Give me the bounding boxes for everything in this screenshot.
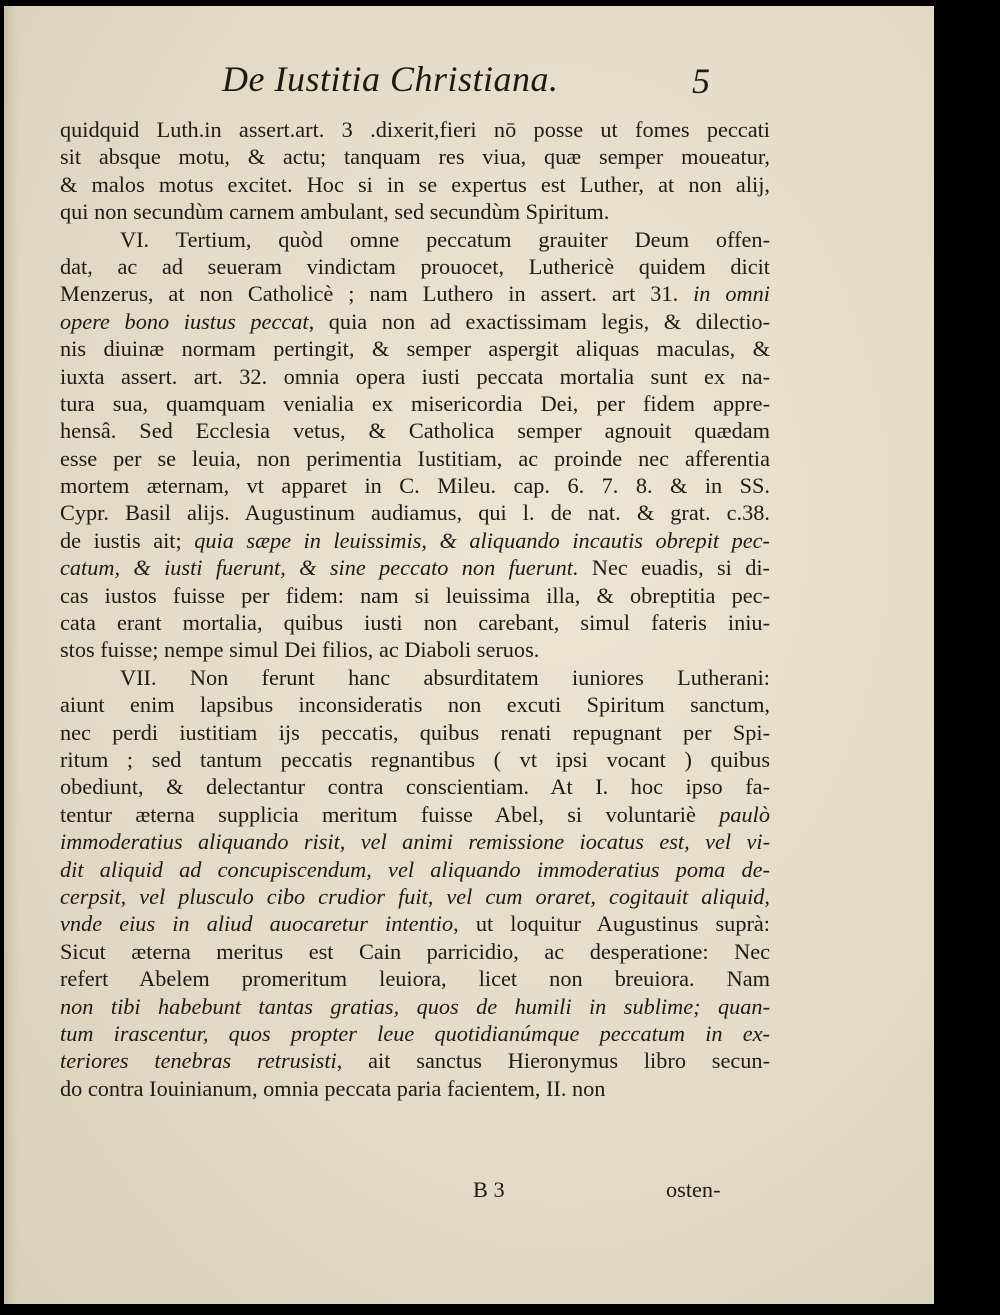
italic-text: opere bono iustus peccat bbox=[60, 308, 309, 334]
italic-text: in omni bbox=[693, 281, 770, 307]
text-run: mortem æternam, vt apparet in C. Mileu. cap. 6. 7. 8. & in SS. bbox=[60, 473, 770, 499]
text-run: stos fuisse; nempe simul Dei filios, ac Diaboli seruos. bbox=[60, 637, 540, 663]
text-run: iuxta assert. art. 32. omnia opera iusti peccata mortalia sunt ex na- bbox=[60, 363, 770, 389]
text-run: qui non secundùm carnem ambulant, sed secundùm Spiritum. bbox=[60, 199, 610, 225]
text-line bbox=[60, 171, 770, 198]
text-run: VI. Tertium, quòd omne peccatum grauiter Deum offen- bbox=[120, 226, 770, 252]
text-line bbox=[60, 965, 770, 992]
italic-text: dit aliquid ad concupiscendum, vel aliquando immoderatius poma de- bbox=[60, 856, 770, 882]
text-line bbox=[60, 390, 770, 417]
text-line bbox=[60, 801, 770, 828]
text-run: do contra Iouinianum, omnia peccata paria facientem, II. non bbox=[60, 1075, 606, 1101]
paragraph bbox=[60, 664, 770, 1102]
text-run: Sicut æterna meritus est Cain parricidio, ac desperatione: Nec bbox=[60, 938, 770, 964]
text-line bbox=[60, 636, 770, 663]
body-text bbox=[60, 116, 770, 1102]
text-run: nis diuinæ normam pertingit, & semper aspergit aliquas maculas, & bbox=[60, 336, 770, 362]
italic-text: non tibi habebunt tantas gratias, quos de humili in sublime; quan- bbox=[60, 993, 770, 1019]
text-run: tura sua, quamquam venialia ex misericordia Dei, per fidem appre- bbox=[60, 390, 770, 416]
text-line bbox=[60, 993, 770, 1020]
text-run: ritum ; sed tantum peccatis regnantibus ( vt ipsi vocant ) quibus bbox=[60, 746, 770, 772]
italic-text: paulò bbox=[719, 801, 770, 827]
catchword: osten- bbox=[666, 1177, 721, 1202]
text-run: nec perdi iustitiam ijs peccatis, quibus renati repugnant per Spi- bbox=[60, 719, 770, 745]
page-header bbox=[4, 58, 934, 118]
text-run: esse per se leuia, non perimentia Iustitiam, ac proinde nec afferentia bbox=[60, 445, 770, 471]
text-run: & malos motus excitet. Hoc si in se expertus est Luther, at non alij, bbox=[60, 171, 770, 197]
italic-text: tum irascentur, quos propter leue quotidianúmque peccatum in ex- bbox=[60, 1020, 770, 1046]
italic-text: teriores tenebras retrusisti bbox=[60, 1048, 337, 1074]
text-run: Menzerus, at non Catholicè ; nam Luthero in assert. art 31. bbox=[60, 281, 694, 307]
text-line bbox=[60, 445, 770, 472]
paragraph bbox=[60, 226, 770, 664]
text-run: de iustis ait; bbox=[60, 527, 195, 553]
page-gutter-shadow bbox=[4, 6, 18, 1304]
text-run: hensâ. Sed Ecclesia vetus, & Catholica semper agnouit quædam bbox=[60, 418, 770, 444]
text-line bbox=[60, 253, 770, 280]
text-run: , ait sanctus Hieronymus libro secun- bbox=[336, 1048, 770, 1074]
text-line bbox=[60, 143, 770, 170]
book-page bbox=[4, 6, 934, 1304]
text-line bbox=[60, 472, 770, 499]
italic-text: vnde eius in aliud auocaretur intentio bbox=[60, 911, 454, 937]
text-run: cas iustos fuisse per fidem: nam si leuissima illa, & obreptitia pec- bbox=[60, 582, 770, 608]
italic-text: immoderatius aliquando risit, vel animi remissione iocatus est, vel vi- bbox=[60, 829, 770, 855]
text-run: sit absque motu, & actu; tanquam res viua, quæ semper moueatur, bbox=[60, 144, 770, 170]
text-line bbox=[60, 335, 770, 362]
text-line bbox=[60, 664, 770, 691]
text-line bbox=[60, 226, 770, 253]
text-line bbox=[60, 1020, 770, 1047]
text-line bbox=[60, 609, 770, 636]
text-run: obediunt, & delectantur contra conscientiam. At I. hoc ipso fa- bbox=[60, 774, 770, 800]
text-run: cata erant mortalia, quibus iusti non carebant, simul fateris iniu- bbox=[60, 610, 770, 636]
text-line bbox=[60, 280, 770, 307]
text-run: Cypr. Basil alijs. Augustinum audiamus, qui l. de nat. & grat. c.38. bbox=[60, 500, 770, 526]
text-line bbox=[60, 554, 770, 581]
text-run: quidquid Luth.in assert.art. 3 .dixerit,fieri nō posse ut fomes peccati bbox=[60, 117, 770, 142]
text-line bbox=[60, 308, 770, 335]
text-line bbox=[60, 691, 770, 718]
text-run: VII. Non ferunt hanc absurditatem iuniores Lutherani: bbox=[120, 664, 770, 690]
text-line bbox=[60, 910, 770, 937]
text-line bbox=[60, 883, 770, 910]
text-line bbox=[60, 938, 770, 965]
text-run: aiunt enim lapsibus inconsideratis non excuti Spiritum sanctum, bbox=[60, 692, 770, 718]
text-line bbox=[60, 746, 770, 773]
text-line bbox=[60, 582, 770, 609]
text-line bbox=[60, 773, 770, 800]
signature-mark: B 3 bbox=[473, 1177, 505, 1202]
text-run: , quia non ad exactissimam legis, & dilectio- bbox=[308, 308, 770, 334]
text-run: tentur æterna supplicia meritum fuisse Abel, si voluntariè bbox=[60, 801, 720, 827]
text-line bbox=[60, 363, 770, 390]
text-line bbox=[60, 499, 770, 526]
text-line bbox=[60, 1075, 770, 1102]
text-run: dat, ac ad seueram vindictam prouocet, Luthericè quidem dicit bbox=[60, 253, 770, 279]
italic-text: cerpsit, vel plusculo cibo crudior fuit, vel cum oraret, cogitauit aliquid, bbox=[60, 883, 770, 909]
text-line bbox=[60, 719, 770, 746]
text-line bbox=[60, 527, 770, 554]
text-line bbox=[60, 116, 770, 143]
text-line bbox=[60, 417, 770, 444]
text-line bbox=[60, 828, 770, 855]
text-line bbox=[60, 198, 770, 225]
page-number: 5 bbox=[692, 61, 710, 101]
text-line bbox=[60, 1047, 770, 1074]
page-footer bbox=[4, 1177, 934, 1209]
text-run: , ut loquitur Augustinus suprà: bbox=[453, 911, 770, 937]
text-run: Nec euadis, si di- bbox=[578, 555, 770, 581]
text-line bbox=[60, 856, 770, 883]
italic-text: quia sæpe in leuissimis, & aliquando incautis obrepit pec- bbox=[194, 527, 770, 553]
running-title: De Iustitia Christiana. bbox=[222, 59, 559, 99]
text-run: refert Abelem promeritum leuiora, licet non breuiora. Nam bbox=[60, 966, 770, 992]
paragraph bbox=[60, 116, 770, 226]
italic-text: catum, & iusti fuerunt, & sine peccato non fuerunt. bbox=[60, 555, 579, 581]
